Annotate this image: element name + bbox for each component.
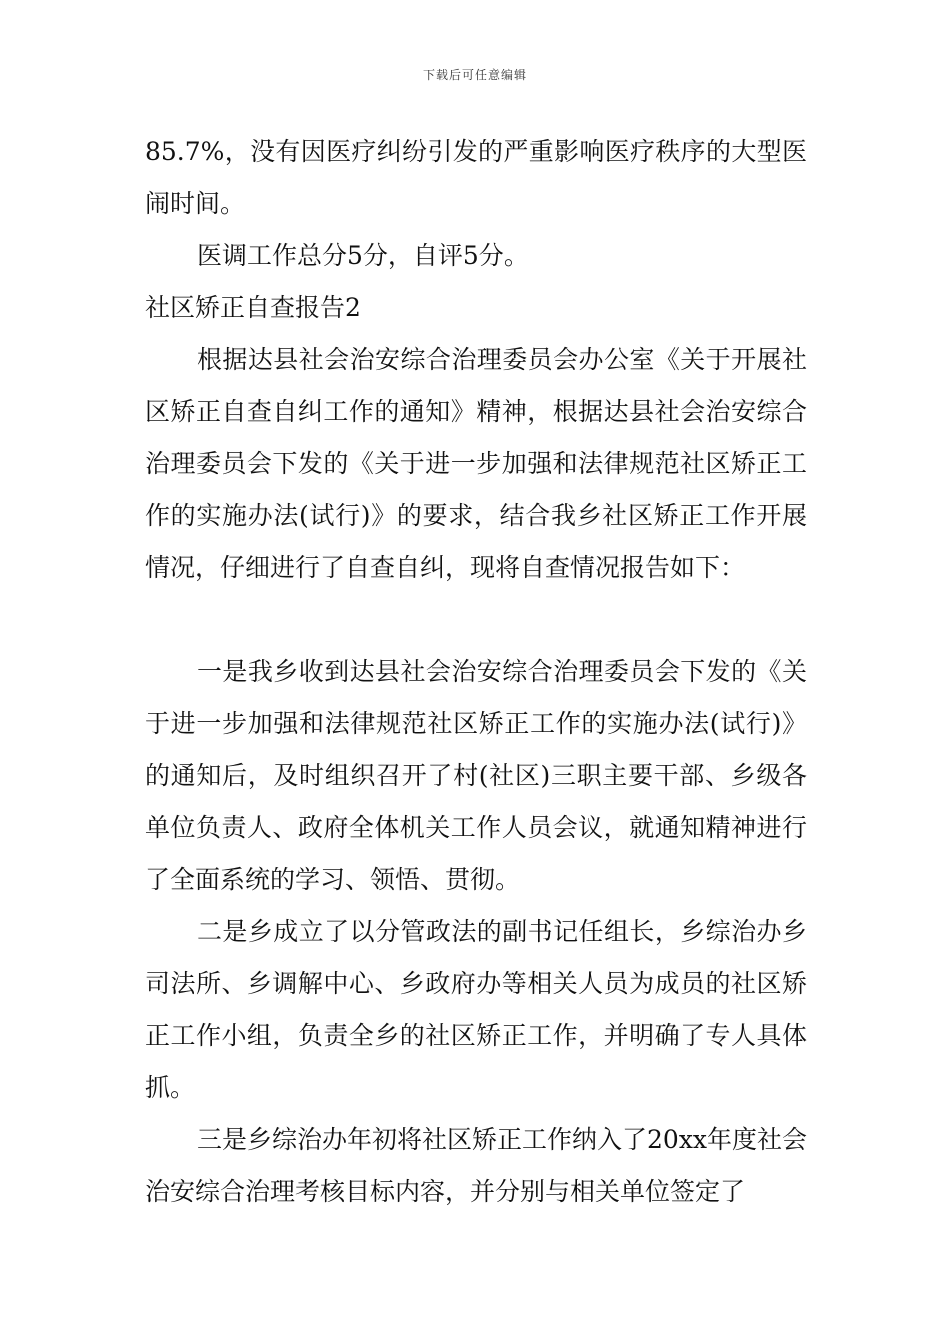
- document-body: [145, 126, 807, 1218]
- page-header-note: 下载后可任意编辑: [422, 68, 527, 82]
- paragraph-intro: 根据达县社会治安综合治理委员会办公室《关于开展社区矫正自查自纠工作的通知》精神，根据达县社会治安综合治理委员会下发的《关于进一步加强和法律规范社区矫正工作的实施办法(试行)》的要求，结合我乡社区矫正工作开展情况，仔细进行了自查自纠，现将自查情况报告如下：: [145, 345, 807, 582]
- paragraph-item-2: 二是乡成立了以分管政法的副书记任组长，乡综治办乡司法所、乡调解中心、乡政府办等相关人员为成员的社区矫正工作小组，负责全乡的社区矫正工作，并明确了专人具体抓。: [145, 917, 807, 1102]
- paragraph-item-3: 三是乡综治办年初将社区矫正工作纳入了20xx年度社会治安综合治理考核目标内容，并分别与相关单位签定了: [145, 1125, 808, 1206]
- paragraph-continuation: 85.7%，没有因医疗纠纷引发的严重影响医疗秩序的大型医闹时间。: [145, 137, 807, 218]
- paragraph-gap: [145, 594, 807, 646]
- paragraph-item-1: 一是我乡收到达县社会治安综合治理委员会下发的《关于进一步加强和法律规范社区矫正工作的实施办法(试行)》的通知后，及时组织召开了村(社区)三职主要干部、乡级各单位负责人、政府全体机关工作人员会议，就通知精神进行了全面系统的学习、领悟、贯彻。: [145, 657, 807, 894]
- section-title: 社区矫正自查报告2: [145, 293, 361, 322]
- paragraph-score: 医调工作总分5分，自评5分。: [197, 241, 529, 270]
